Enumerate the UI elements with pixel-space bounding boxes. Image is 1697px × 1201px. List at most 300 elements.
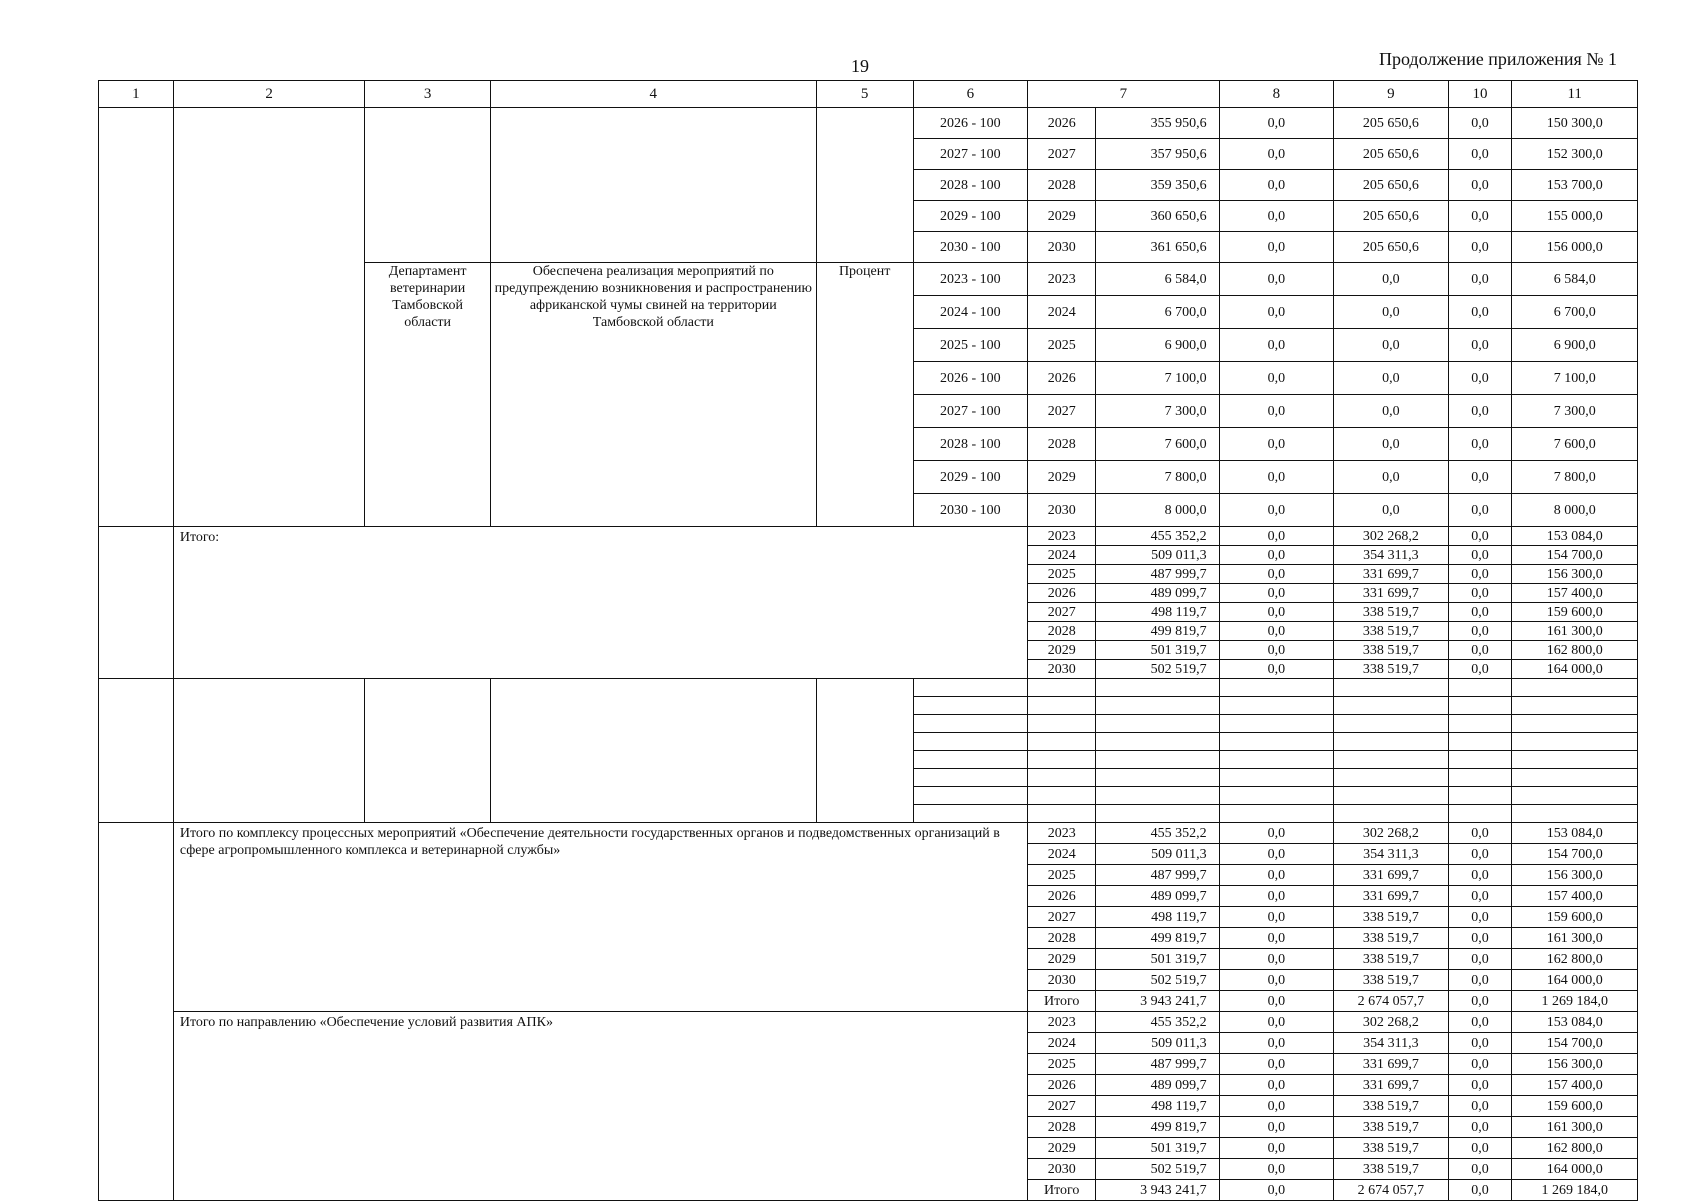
empty-cell — [1219, 679, 1333, 697]
year-cell: 2029 — [1028, 461, 1096, 494]
municipal-cell: 0,0 — [1448, 139, 1512, 170]
regional-cell: 0,0 — [1334, 395, 1448, 428]
period-cell: 2028 - 100 — [913, 428, 1027, 461]
year-cell: 2030 — [1028, 494, 1096, 527]
year-cell: 2028 — [1028, 428, 1096, 461]
period-cell: 2029 - 100 — [913, 461, 1027, 494]
year-cell: 2030 — [1028, 1159, 1096, 1180]
federal-cell: 0,0 — [1219, 907, 1333, 928]
federal-cell: 0,0 — [1219, 928, 1333, 949]
other-cell: 155 000,0 — [1512, 201, 1638, 232]
regional-cell: 354 311,3 — [1334, 844, 1448, 865]
other-cell: 6 900,0 — [1512, 329, 1638, 362]
empty-cell — [1448, 787, 1512, 805]
other-cell: 1 269 184,0 — [1512, 1180, 1638, 1201]
empty-cell — [1219, 805, 1333, 823]
year-cell: 2026 — [1028, 584, 1096, 603]
total-cell: 455 352,2 — [1096, 527, 1219, 546]
municipal-cell: 0,0 — [1448, 1033, 1512, 1054]
municipal-cell: 0,0 — [1448, 1012, 1512, 1033]
municipal-cell: 0,0 — [1448, 865, 1512, 886]
year-cell: 2025 — [1028, 1054, 1096, 1075]
number-cell — [99, 527, 174, 679]
period-cell: 2024 - 100 — [913, 296, 1027, 329]
total-cell: 455 352,2 — [1096, 823, 1219, 844]
other-cell: 152 300,0 — [1512, 139, 1638, 170]
empty-cell — [1334, 679, 1448, 697]
municipal-cell: 0,0 — [1448, 461, 1512, 494]
municipal-cell: 0,0 — [1448, 823, 1512, 844]
empty-cell — [1028, 805, 1096, 823]
year-cell: 2026 — [1028, 886, 1096, 907]
other-cell: 7 100,0 — [1512, 362, 1638, 395]
federal-cell: 0,0 — [1219, 362, 1333, 395]
empty-cell — [1334, 769, 1448, 787]
empty-cell — [913, 697, 1027, 715]
municipal-cell: 0,0 — [1448, 844, 1512, 865]
other-cell: 153 084,0 — [1512, 1012, 1638, 1033]
total-cell: 501 319,7 — [1096, 949, 1219, 970]
year-cell: 2026 — [1028, 362, 1096, 395]
year-cell: 2023 — [1028, 527, 1096, 546]
other-cell: 157 400,0 — [1512, 584, 1638, 603]
total-cell: 509 011,3 — [1096, 546, 1219, 565]
total-cell: 499 819,7 — [1096, 622, 1219, 641]
executor-cell: Департамент ветеринарии Тамбовской области — [365, 263, 490, 527]
year-cell: 2029 — [1028, 201, 1096, 232]
year-cell: 2028 — [1028, 1117, 1096, 1138]
total-cell: 489 099,7 — [1096, 886, 1219, 907]
empty-cell — [1512, 769, 1638, 787]
empty-cell — [1334, 697, 1448, 715]
municipal-cell: 0,0 — [1448, 1054, 1512, 1075]
empty-cell — [913, 751, 1027, 769]
municipal-cell: 0,0 — [1448, 362, 1512, 395]
empty-cell — [1096, 787, 1219, 805]
empty-cell — [1219, 697, 1333, 715]
total-cell: 361 650,6 — [1096, 232, 1219, 263]
federal-cell: 0,0 — [1219, 886, 1333, 907]
empty-cell — [1512, 679, 1638, 697]
total-cell: 6 900,0 — [1096, 329, 1219, 362]
total-cell: 509 011,3 — [1096, 844, 1219, 865]
total-cell: 501 319,7 — [1096, 1138, 1219, 1159]
empty-cell — [913, 805, 1027, 823]
other-cell: 150 300,0 — [1512, 108, 1638, 139]
column-number-2: 2 — [173, 81, 365, 108]
regional-cell: 331 699,7 — [1334, 865, 1448, 886]
regional-cell: 0,0 — [1334, 263, 1448, 296]
federal-cell: 0,0 — [1219, 1117, 1333, 1138]
other-cell: 162 800,0 — [1512, 641, 1638, 660]
other-cell: 156 300,0 — [1512, 1054, 1638, 1075]
executor-cell — [365, 108, 490, 263]
other-cell: 8 000,0 — [1512, 494, 1638, 527]
year-cell: 2024 — [1028, 844, 1096, 865]
federal-cell: 0,0 — [1219, 1054, 1333, 1075]
municipal-cell: 0,0 — [1448, 949, 1512, 970]
year-cell: 2025 — [1028, 329, 1096, 362]
year-cell: 2024 — [1028, 1033, 1096, 1054]
total-cell: 499 819,7 — [1096, 928, 1219, 949]
other-cell: 156 300,0 — [1512, 565, 1638, 584]
municipal-cell: 0,0 — [1448, 886, 1512, 907]
empty-cell — [173, 679, 365, 823]
year-cell: 2030 — [1028, 970, 1096, 991]
year-cell: 2028 — [1028, 170, 1096, 201]
table-row — [99, 823, 1638, 844]
column-number-10: 10 — [1448, 81, 1512, 108]
regional-cell: 338 519,7 — [1334, 928, 1448, 949]
federal-cell: 0,0 — [1219, 1138, 1333, 1159]
unit-cell — [816, 108, 913, 263]
empty-cell — [1512, 733, 1638, 751]
empty-cell — [1512, 751, 1638, 769]
municipal-cell: 0,0 — [1448, 991, 1512, 1012]
federal-cell: 0,0 — [1219, 461, 1333, 494]
empty-cell — [1028, 769, 1096, 787]
federal-cell: 0,0 — [1219, 603, 1333, 622]
column-number-5: 5 — [816, 81, 913, 108]
empty-cell — [1096, 733, 1219, 751]
total-cell: 7 600,0 — [1096, 428, 1219, 461]
regional-cell: 0,0 — [1334, 428, 1448, 461]
total-cell: 359 350,6 — [1096, 170, 1219, 201]
regional-cell: 205 650,6 — [1334, 170, 1448, 201]
empty-cell — [1448, 751, 1512, 769]
empty-cell — [1096, 769, 1219, 787]
total-cell: 509 011,3 — [1096, 1033, 1219, 1054]
total-cell: 7 100,0 — [1096, 362, 1219, 395]
federal-cell: 0,0 — [1219, 546, 1333, 565]
regional-cell: 0,0 — [1334, 362, 1448, 395]
federal-cell: 0,0 — [1219, 527, 1333, 546]
federal-cell: 0,0 — [1219, 1180, 1333, 1201]
regional-cell: 331 699,7 — [1334, 886, 1448, 907]
other-cell: 161 300,0 — [1512, 928, 1638, 949]
other-cell: 164 000,0 — [1512, 1159, 1638, 1180]
empty-cell — [1096, 679, 1219, 697]
empty-cell — [816, 679, 913, 823]
empty-cell — [1219, 751, 1333, 769]
itogo-label: Итого: — [173, 527, 1027, 679]
other-cell: 6 584,0 — [1512, 263, 1638, 296]
other-cell: 156 300,0 — [1512, 865, 1638, 886]
period-cell: 2028 - 100 — [913, 170, 1027, 201]
other-cell: 154 700,0 — [1512, 546, 1638, 565]
empty-cell — [1448, 715, 1512, 733]
year-cell: 2024 — [1028, 296, 1096, 329]
federal-cell: 0,0 — [1219, 641, 1333, 660]
other-cell: 159 600,0 — [1512, 907, 1638, 928]
year-cell: 2023 — [1028, 1012, 1096, 1033]
complex-total-label: Итого по комплексу процессных мероприятий «Обеспечение деятельности государственных органов и подведомственных организаций в сфере агропромышленного комплекса и ветеринарной службы» — [173, 823, 1027, 1012]
federal-cell: 0,0 — [1219, 201, 1333, 232]
municipal-cell: 0,0 — [1448, 395, 1512, 428]
page-number: 19 — [851, 56, 869, 76]
regional-cell: 2 674 057,7 — [1334, 991, 1448, 1012]
regional-cell: 0,0 — [1334, 329, 1448, 362]
year-cell: 2030 — [1028, 232, 1096, 263]
empty-cell — [1448, 679, 1512, 697]
empty-cell — [1028, 697, 1096, 715]
federal-cell: 0,0 — [1219, 622, 1333, 641]
federal-cell: 0,0 — [1219, 1096, 1333, 1117]
year-cell: 2024 — [1028, 546, 1096, 565]
federal-cell: 0,0 — [1219, 991, 1333, 1012]
total-cell: 455 352,2 — [1096, 1012, 1219, 1033]
empty-cell — [1334, 751, 1448, 769]
regional-cell: 338 519,7 — [1334, 603, 1448, 622]
column-number-6: 6 — [913, 81, 1027, 108]
other-cell: 153 700,0 — [1512, 170, 1638, 201]
federal-cell: 0,0 — [1219, 170, 1333, 201]
period-cell: 2023 - 100 — [913, 263, 1027, 296]
column-number-4: 4 — [490, 81, 816, 108]
appendix-table — [98, 80, 1638, 1201]
empty-cell — [1512, 787, 1638, 805]
period-cell: 2027 - 100 — [913, 139, 1027, 170]
regional-cell: 331 699,7 — [1334, 1054, 1448, 1075]
total-cell: 498 119,7 — [1096, 1096, 1219, 1117]
regional-cell: 354 311,3 — [1334, 1033, 1448, 1054]
federal-cell: 0,0 — [1219, 823, 1333, 844]
empty-cell — [1448, 733, 1512, 751]
other-cell: 154 700,0 — [1512, 844, 1638, 865]
regional-cell: 2 674 057,7 — [1334, 1180, 1448, 1201]
empty-cell — [99, 679, 174, 823]
regional-cell: 338 519,7 — [1334, 660, 1448, 679]
other-cell: 156 000,0 — [1512, 232, 1638, 263]
federal-cell: 0,0 — [1219, 263, 1333, 296]
total-cell: 502 519,7 — [1096, 660, 1219, 679]
empty-cell — [1028, 679, 1096, 697]
empty-cell — [1448, 805, 1512, 823]
federal-cell: 0,0 — [1219, 565, 1333, 584]
total-cell: 498 119,7 — [1096, 907, 1219, 928]
municipal-cell: 0,0 — [1448, 1159, 1512, 1180]
federal-cell: 0,0 — [1219, 1033, 1333, 1054]
number-cell — [99, 108, 174, 527]
regional-cell: 338 519,7 — [1334, 1096, 1448, 1117]
regional-cell: 205 650,6 — [1334, 139, 1448, 170]
empty-cell — [1334, 733, 1448, 751]
year-cell: 2026 — [1028, 108, 1096, 139]
result-cell — [490, 108, 816, 263]
year-cell: 2027 — [1028, 395, 1096, 428]
regional-cell: 0,0 — [1334, 296, 1448, 329]
other-cell: 161 300,0 — [1512, 1117, 1638, 1138]
period-cell: 2030 - 100 — [913, 232, 1027, 263]
empty-cell — [913, 715, 1027, 733]
regional-cell: 331 699,7 — [1334, 1075, 1448, 1096]
municipal-cell: 0,0 — [1448, 329, 1512, 362]
federal-cell: 0,0 — [1219, 494, 1333, 527]
municipal-cell: 0,0 — [1448, 1117, 1512, 1138]
empty-cell — [1334, 787, 1448, 805]
federal-cell: 0,0 — [1219, 395, 1333, 428]
empty-cell — [1219, 733, 1333, 751]
period-cell: 2027 - 100 — [913, 395, 1027, 428]
federal-cell: 0,0 — [1219, 1012, 1333, 1033]
regional-cell: 338 519,7 — [1334, 949, 1448, 970]
result-cell: Обеспечена реализация мероприятий по предупреждению возникновения и распространению африканской чумы свиней на территории Тамбовской области — [490, 263, 816, 527]
year-cell: 2025 — [1028, 565, 1096, 584]
empty-cell — [1219, 715, 1333, 733]
federal-cell: 0,0 — [1219, 428, 1333, 461]
federal-cell: 0,0 — [1219, 865, 1333, 886]
empty-cell — [1219, 787, 1333, 805]
total-cell: 3 943 241,7 — [1096, 1180, 1219, 1201]
empty-cell — [1219, 769, 1333, 787]
total-cell: 7 800,0 — [1096, 461, 1219, 494]
table-row — [99, 81, 1638, 108]
municipal-cell: 0,0 — [1448, 296, 1512, 329]
year-cell: 2025 — [1028, 865, 1096, 886]
year-cell: 2029 — [1028, 641, 1096, 660]
column-number-11: 11 — [1512, 81, 1638, 108]
municipal-cell: 0,0 — [1448, 584, 1512, 603]
regional-cell: 302 268,2 — [1334, 823, 1448, 844]
total-cell: 501 319,7 — [1096, 641, 1219, 660]
municipal-cell: 0,0 — [1448, 1075, 1512, 1096]
year-cell: 2027 — [1028, 1096, 1096, 1117]
period-cell: 2025 - 100 — [913, 329, 1027, 362]
empty-cell — [1096, 715, 1219, 733]
empty-cell — [1334, 805, 1448, 823]
empty-cell — [913, 769, 1027, 787]
unit-cell: Процент — [816, 263, 913, 527]
total-cell: 360 650,6 — [1096, 201, 1219, 232]
federal-cell: 0,0 — [1219, 970, 1333, 991]
federal-cell: 0,0 — [1219, 844, 1333, 865]
year-cell: 2029 — [1028, 1138, 1096, 1159]
year-cell: 2027 — [1028, 139, 1096, 170]
regional-cell: 338 519,7 — [1334, 1159, 1448, 1180]
municipal-cell: 0,0 — [1448, 263, 1512, 296]
federal-cell: 0,0 — [1219, 108, 1333, 139]
empty-cell — [1028, 787, 1096, 805]
total-cell: 498 119,7 — [1096, 603, 1219, 622]
year-cell: 2029 — [1028, 949, 1096, 970]
municipal-cell: 0,0 — [1448, 108, 1512, 139]
federal-cell: 0,0 — [1219, 660, 1333, 679]
table-row — [99, 527, 1638, 546]
municipal-cell: 0,0 — [1448, 565, 1512, 584]
year-cell: 2028 — [1028, 622, 1096, 641]
municipal-cell: 0,0 — [1448, 546, 1512, 565]
regional-cell: 338 519,7 — [1334, 1138, 1448, 1159]
other-cell: 7 800,0 — [1512, 461, 1638, 494]
municipal-cell: 0,0 — [1448, 1180, 1512, 1201]
federal-cell: 0,0 — [1219, 232, 1333, 263]
table-row — [99, 108, 1638, 139]
federal-cell: 0,0 — [1219, 1075, 1333, 1096]
year-cell: Итого — [1028, 991, 1096, 1012]
period-cell: 2030 - 100 — [913, 494, 1027, 527]
municipal-cell: 0,0 — [1448, 928, 1512, 949]
municipal-cell: 0,0 — [1448, 201, 1512, 232]
empty-cell — [1512, 697, 1638, 715]
municipal-cell: 0,0 — [1448, 170, 1512, 201]
column-number-9: 9 — [1334, 81, 1448, 108]
regional-cell: 302 268,2 — [1334, 1012, 1448, 1033]
total-cell: 502 519,7 — [1096, 1159, 1219, 1180]
regional-cell: 205 650,6 — [1334, 232, 1448, 263]
total-cell: 6 700,0 — [1096, 296, 1219, 329]
municipal-cell: 0,0 — [1448, 494, 1512, 527]
other-cell: 1 269 184,0 — [1512, 991, 1638, 1012]
other-cell: 157 400,0 — [1512, 1075, 1638, 1096]
empty-cell — [1334, 715, 1448, 733]
column-number-7: 7 — [1028, 81, 1220, 108]
regional-cell: 331 699,7 — [1334, 584, 1448, 603]
other-cell: 6 700,0 — [1512, 296, 1638, 329]
period-cell: 2029 - 100 — [913, 201, 1027, 232]
column-number-1: 1 — [99, 81, 174, 108]
total-cell: 502 519,7 — [1096, 970, 1219, 991]
column-number-8: 8 — [1219, 81, 1333, 108]
municipal-cell: 0,0 — [1448, 1096, 1512, 1117]
number-cell — [99, 823, 174, 1201]
empty-cell — [1028, 751, 1096, 769]
regional-cell: 354 311,3 — [1334, 546, 1448, 565]
municipal-cell: 0,0 — [1448, 660, 1512, 679]
empty-cell — [490, 679, 816, 823]
total-cell: 3 943 241,7 — [1096, 991, 1219, 1012]
regional-cell: 0,0 — [1334, 461, 1448, 494]
municipal-cell: 0,0 — [1448, 907, 1512, 928]
other-cell: 162 800,0 — [1512, 949, 1638, 970]
municipal-cell: 0,0 — [1448, 970, 1512, 991]
regional-cell: 331 699,7 — [1334, 565, 1448, 584]
total-cell: 487 999,7 — [1096, 865, 1219, 886]
total-cell: 6 584,0 — [1096, 263, 1219, 296]
year-cell: 2027 — [1028, 907, 1096, 928]
other-cell: 161 300,0 — [1512, 622, 1638, 641]
year-cell: 2027 — [1028, 603, 1096, 622]
year-cell: 2030 — [1028, 660, 1096, 679]
municipal-cell: 0,0 — [1448, 232, 1512, 263]
other-cell: 162 800,0 — [1512, 1138, 1638, 1159]
other-cell: 153 084,0 — [1512, 527, 1638, 546]
other-cell: 153 084,0 — [1512, 823, 1638, 844]
regional-cell: 338 519,7 — [1334, 641, 1448, 660]
empty-cell — [913, 787, 1027, 805]
federal-cell: 0,0 — [1219, 139, 1333, 170]
total-cell: 499 819,7 — [1096, 1117, 1219, 1138]
total-cell: 355 950,6 — [1096, 108, 1219, 139]
period-cell: 2026 - 100 — [913, 108, 1027, 139]
federal-cell: 0,0 — [1219, 1159, 1333, 1180]
municipal-cell: 0,0 — [1448, 1138, 1512, 1159]
regional-cell: 302 268,2 — [1334, 527, 1448, 546]
federal-cell: 0,0 — [1219, 296, 1333, 329]
other-cell: 7 300,0 — [1512, 395, 1638, 428]
total-cell: 8 000,0 — [1096, 494, 1219, 527]
table-row — [99, 1012, 1638, 1033]
period-cell: 2026 - 100 — [913, 362, 1027, 395]
annex-title: Продолжение приложения № 1 — [1378, 49, 1617, 69]
year-cell: 2026 — [1028, 1075, 1096, 1096]
total-cell: 487 999,7 — [1096, 565, 1219, 584]
task-cell — [173, 108, 365, 527]
municipal-cell: 0,0 — [1448, 428, 1512, 461]
other-cell: 159 600,0 — [1512, 1096, 1638, 1117]
regional-cell: 0,0 — [1334, 494, 1448, 527]
empty-cell — [1512, 715, 1638, 733]
regional-cell: 338 519,7 — [1334, 970, 1448, 991]
